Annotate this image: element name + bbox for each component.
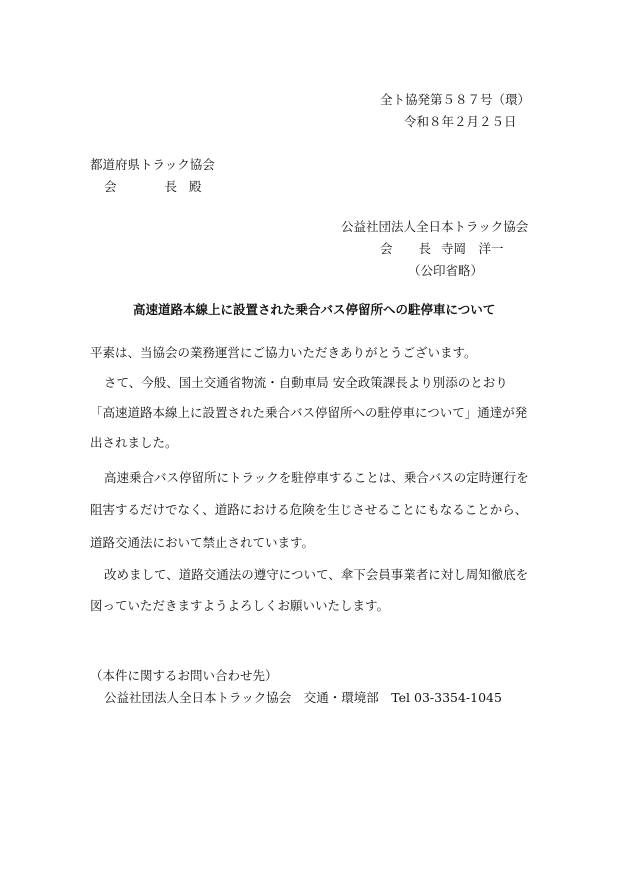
recipient-org: 都道府県トラック協会 <box>90 157 215 172</box>
seal-note: （公印省略） <box>408 263 484 278</box>
sender-title <box>380 241 504 257</box>
document-number: 全ト協発第５８７号（環） <box>380 92 531 107</box>
body-line: 高速乗合バス停留所にトラックを駐停車することは、乗合バスの定時運行を <box>104 470 529 485</box>
body-line: 道路交通法において禁止されています。 <box>90 535 315 550</box>
document-date: 令和８年２月２５日 <box>404 114 517 129</box>
recipient-honorific: 殿 <box>189 179 202 194</box>
body-line: 平素は、当協会の業務運営にご協力いただきありがとうございます。 <box>90 345 477 360</box>
sender-title-2: 長 <box>418 241 432 256</box>
body-line: 図っていただきますようよろしくお願いいたします。 <box>90 598 390 613</box>
body-line: 阻害するだけでなく、道路における危険を生じさせることにもなることから、 <box>90 502 528 517</box>
body-line: 出されました。 <box>90 435 178 450</box>
recipient-title <box>104 179 202 195</box>
sender-name: 寺岡 洋一 <box>441 241 504 256</box>
sender-org: 公益社団法人全日本トラック協会 <box>341 219 529 234</box>
body-line: さて、今般、国土交通省物流・自動車局 安全政策課長より別添のとおり <box>104 375 508 390</box>
sender-title-1: 会 <box>380 241 393 256</box>
recipient-title-2: 長 <box>164 179 178 194</box>
body-line: 「高速道路本線上に設置された乗合バス停留所への駐停車について」通達が発 <box>90 405 528 420</box>
subject-title: 高速道路本線上に設置された乗合バス停留所への駐停車について <box>133 302 496 317</box>
recipient-title-1: 会 <box>104 179 117 194</box>
contact-heading: （本件に関するお問い合わせ先） <box>90 668 278 683</box>
contact-detail: 公益社団法人全日本トラック協会 交通・環境部 Tel 03-3354-1045 <box>104 690 502 705</box>
body-line: 改めまして、道路交通法の遵守について、傘下会員事業者に対し周知徹底を <box>104 567 529 582</box>
